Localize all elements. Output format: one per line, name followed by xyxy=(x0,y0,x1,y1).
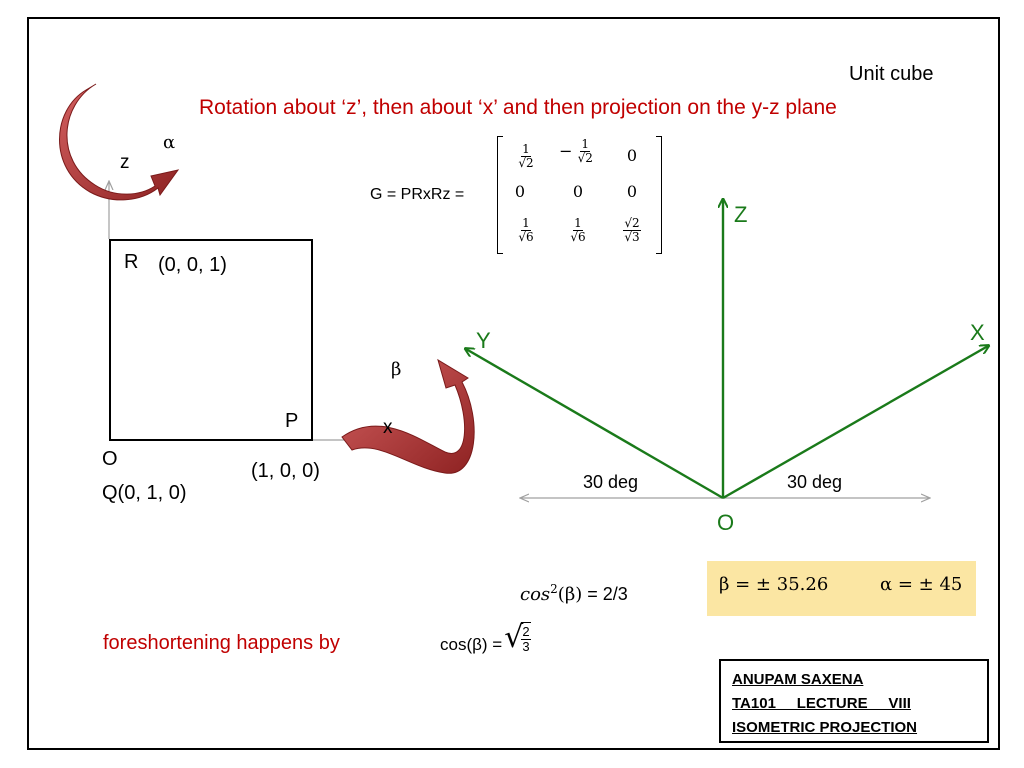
Q-coordinate: Q(0, 1, 0) xyxy=(102,482,187,504)
X-axis xyxy=(723,346,988,498)
cos-squared-equation: $\cos^2(\beta) = 2/3$ xyxy=(520,582,628,605)
unit-cube-label: Unit cube xyxy=(849,63,934,85)
matrix-lhs: G = PRxRz = xyxy=(370,186,465,203)
credit-course: TA101 LECTURE VIII xyxy=(732,695,911,712)
rotation-description: Rotation about ‘z’, then about ‘x’ and then projection on the y-z plane xyxy=(199,96,837,119)
Y-axis-label: Y xyxy=(476,328,491,353)
R-coordinate: (0, 0, 1) xyxy=(158,254,227,276)
P-coordinate: (1, 0, 0) xyxy=(251,460,320,482)
matrix-right-bracket xyxy=(656,136,662,254)
alpha-label: α xyxy=(163,132,176,153)
credit-author: ANUPAM SAXENA xyxy=(732,671,864,688)
alpha-rotation-arrow xyxy=(60,84,179,200)
credit-topic: ISOMETRIC PROJECTION xyxy=(732,719,918,736)
R-label: R xyxy=(124,251,139,273)
z-label: z xyxy=(120,152,130,173)
matrix-cell-2-1: 0 xyxy=(514,182,526,201)
Z-axis-label: Z xyxy=(734,202,748,227)
left-angle-label: 30 deg xyxy=(583,472,639,492)
sqrt-fraction: $\frac{2}{3}$ xyxy=(522,624,530,654)
matrix-cell-1-1: $\frac{1}{√2}$ xyxy=(518,142,534,170)
O-label: O xyxy=(102,448,118,470)
matrix-cell-1-3: 0 xyxy=(626,146,638,165)
matrix-cell-1-2: − $\frac{1}{√2}$ xyxy=(559,137,593,165)
cos-beta-equation: cos(β) = √ $\frac{2}{3}$ xyxy=(440,619,530,655)
x-label: x xyxy=(383,417,393,438)
credit-box xyxy=(719,659,989,743)
matrix-cell-3-1: $\frac{1}{√6}$ xyxy=(518,216,534,244)
beta-rotation-arrow xyxy=(342,360,474,473)
projection-matrix xyxy=(497,136,662,258)
beta-answer: β = ± 35.26 xyxy=(719,574,829,595)
origin-label: O xyxy=(717,510,735,535)
X-axis-label: X xyxy=(970,320,985,345)
alpha-answer: α = ± 45 xyxy=(880,574,963,595)
matrix-cell-2-2: 0 xyxy=(572,182,584,201)
P-label: P xyxy=(285,410,299,432)
matrix-cell-2-3: 0 xyxy=(626,182,638,201)
beta-label: β xyxy=(391,359,402,380)
sqrt-symbol: √ xyxy=(504,619,524,655)
matrix-cell-3-2: $\frac{1}{√6}$ xyxy=(570,216,586,244)
foreshortening-text: foreshortening happens by xyxy=(103,632,340,654)
matrix-cell-3-3: $\frac{√2}{√3}$ xyxy=(624,216,640,244)
right-angle-label: 30 deg xyxy=(787,472,843,492)
